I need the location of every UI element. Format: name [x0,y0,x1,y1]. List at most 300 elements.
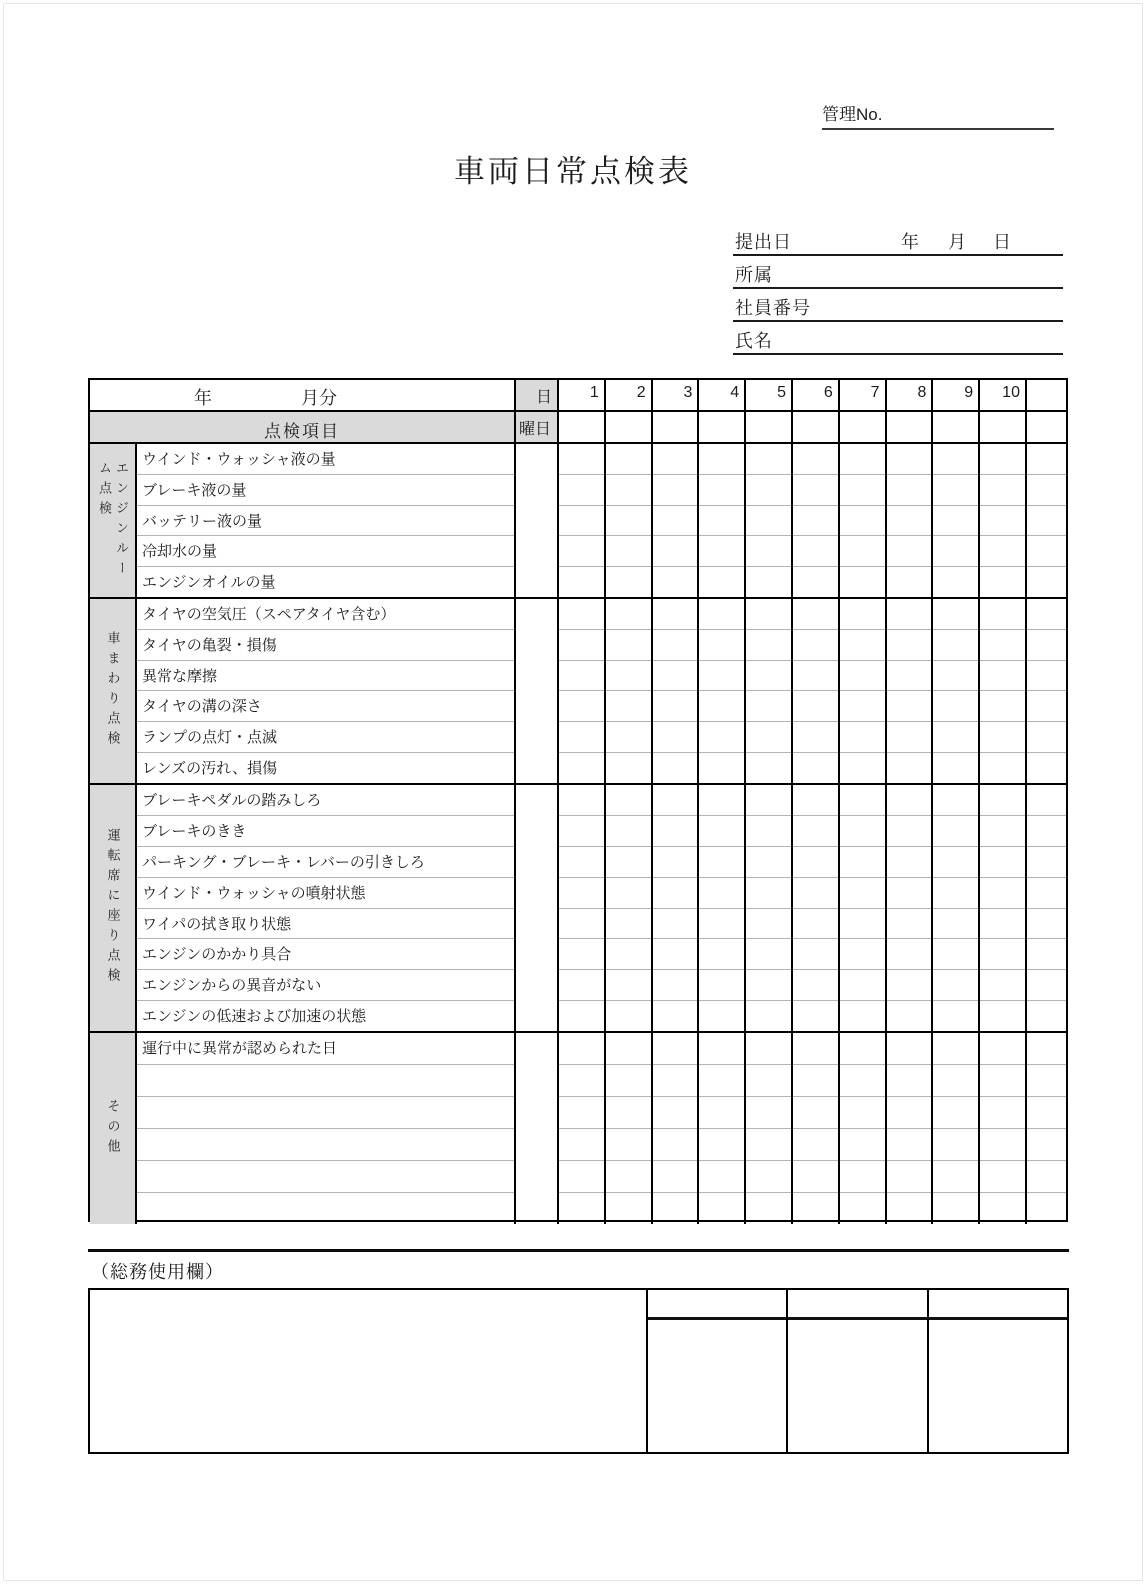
day-mark-cell[interactable] [606,1128,651,1160]
day-mark-cell[interactable] [980,1160,1025,1192]
day-mark-cell[interactable] [840,599,885,629]
day-mark-cell[interactable] [793,908,838,939]
weekday-entry-cell[interactable] [744,412,791,442]
day-mark-cell[interactable] [606,1160,651,1192]
weekday-mark-column[interactable] [514,785,557,1031]
admin-stamp-header-3[interactable] [929,1290,1067,1320]
day-mark-cell[interactable] [653,660,698,691]
day-mark-cell[interactable] [653,785,698,815]
day-mark-cell[interactable] [980,505,1025,536]
day-mark-cell[interactable] [746,1000,791,1031]
day-mark-cell[interactable] [699,660,744,691]
day-mark-cell[interactable] [793,1128,838,1160]
day-mark-cell[interactable] [606,535,651,566]
day-mark-cell[interactable] [793,1033,838,1064]
weekday-mark-column[interactable] [514,1033,557,1224]
day-mark-cell[interactable] [933,752,978,783]
day-mark-cell[interactable] [559,877,604,908]
day-mark-cell[interactable] [840,1033,885,1064]
day-mark-cell[interactable] [699,815,744,846]
day-mark-cell[interactable] [606,908,651,939]
day-mark-cell[interactable] [793,785,838,815]
day-mark-cell[interactable] [653,1160,698,1192]
extra-day-header-cell[interactable] [1025,380,1066,410]
day-mark-cell[interactable] [980,599,1025,629]
day-mark-cell[interactable] [887,1128,932,1160]
day-mark-cell[interactable] [746,599,791,629]
day-mark-cell[interactable] [559,1000,604,1031]
day-mark-cell[interactable] [559,846,604,877]
admin-memo-area[interactable] [90,1290,646,1452]
day-mark-cell[interactable] [559,474,604,505]
day-mark-cell[interactable] [840,1128,885,1160]
day-mark-cell[interactable] [840,908,885,939]
day-mark-cell[interactable] [840,1064,885,1096]
day-mark-cell[interactable] [887,660,932,691]
day-mark-cell[interactable] [933,599,978,629]
day-mark-cell[interactable] [559,690,604,721]
day-mark-cell[interactable] [699,1000,744,1031]
day-mark-cell[interactable] [980,721,1025,752]
day-mark-cell[interactable] [933,566,978,597]
day-mark-cell[interactable] [840,444,885,474]
day-mark-cell[interactable] [606,721,651,752]
day-mark-cell[interactable] [933,1033,978,1064]
day-mark-cell[interactable] [980,846,1025,877]
day-mark-cell[interactable] [887,1033,932,1064]
day-mark-cell[interactable] [1027,1064,1066,1096]
day-mark-cell[interactable] [980,908,1025,939]
day-mark-cell[interactable] [699,1192,744,1224]
day-mark-cell[interactable] [933,846,978,877]
day-mark-cell[interactable] [840,815,885,846]
day-mark-cell[interactable] [887,1192,932,1224]
day-mark-cell[interactable] [980,877,1025,908]
day-mark-cell[interactable] [746,815,791,846]
day-mark-cell[interactable] [1027,721,1066,752]
day-mark-cell[interactable] [933,1096,978,1128]
day-mark-cell[interactable] [980,566,1025,597]
day-mark-cell[interactable] [653,474,698,505]
day-mark-cell[interactable] [746,846,791,877]
day-mark-cell[interactable] [887,969,932,1000]
day-mark-cell[interactable] [559,815,604,846]
day-mark-cell[interactable] [699,877,744,908]
day-mark-cell[interactable] [653,815,698,846]
day-mark-cell[interactable] [793,752,838,783]
day-mark-cell[interactable] [606,1000,651,1031]
day-mark-cell[interactable] [653,1192,698,1224]
day-mark-cell[interactable] [840,752,885,783]
day-mark-cell[interactable] [653,846,698,877]
day-mark-cell[interactable] [1027,752,1066,783]
day-mark-cell[interactable] [887,1064,932,1096]
day-mark-cell[interactable] [606,846,651,877]
day-mark-cell[interactable] [606,938,651,969]
day-mark-cell[interactable] [793,969,838,1000]
weekday-entry-cell[interactable] [697,412,744,442]
day-mark-cell[interactable] [1027,690,1066,721]
day-mark-cell[interactable] [840,721,885,752]
day-mark-cell[interactable] [980,1192,1025,1224]
day-mark-cell[interactable] [793,1096,838,1128]
day-mark-cell[interactable] [933,690,978,721]
day-mark-cell[interactable] [793,690,838,721]
weekday-entry-cell[interactable] [931,412,978,442]
day-mark-cell[interactable] [699,908,744,939]
day-mark-cell[interactable] [793,505,838,536]
day-mark-cell[interactable] [653,690,698,721]
day-mark-cell[interactable] [746,1033,791,1064]
day-mark-cell[interactable] [887,474,932,505]
day-mark-cell[interactable] [606,505,651,536]
day-mark-cell[interactable] [699,1128,744,1160]
day-mark-cell[interactable] [887,505,932,536]
day-mark-cell[interactable] [653,629,698,660]
employee-number-field[interactable] [733,289,1063,322]
extra-weekday-cell[interactable] [1025,412,1066,442]
weekday-entry-cell[interactable] [604,412,651,442]
day-mark-cell[interactable] [606,629,651,660]
day-mark-cell[interactable] [699,690,744,721]
day-mark-cell[interactable] [699,629,744,660]
day-mark-cell[interactable] [933,660,978,691]
day-mark-cell[interactable] [840,969,885,1000]
day-mark-cell[interactable] [606,474,651,505]
day-mark-cell[interactable] [653,877,698,908]
day-mark-cell[interactable] [933,1192,978,1224]
day-mark-cell[interactable] [793,1160,838,1192]
day-mark-cell[interactable] [1027,938,1066,969]
day-mark-cell[interactable] [1027,908,1066,939]
day-mark-cell[interactable] [606,1096,651,1128]
day-mark-cell[interactable] [606,785,651,815]
day-mark-cell[interactable] [653,1128,698,1160]
day-mark-cell[interactable] [980,1000,1025,1031]
day-mark-cell[interactable] [933,785,978,815]
day-mark-cell[interactable] [887,785,932,815]
day-mark-cell[interactable] [653,1000,698,1031]
day-mark-cell[interactable] [840,629,885,660]
day-mark-cell[interactable] [559,1128,604,1160]
day-mark-cell[interactable] [933,629,978,660]
day-mark-cell[interactable] [746,690,791,721]
weekday-entry-cell[interactable] [791,412,838,442]
day-mark-cell[interactable] [746,1192,791,1224]
day-mark-cell[interactable] [606,1192,651,1224]
day-mark-cell[interactable] [793,474,838,505]
day-mark-cell[interactable] [980,629,1025,660]
day-mark-cell[interactable] [559,444,604,474]
day-mark-cell[interactable] [887,690,932,721]
day-mark-cell[interactable] [653,938,698,969]
day-mark-cell[interactable] [746,938,791,969]
day-mark-cell[interactable] [793,599,838,629]
department-field[interactable] [733,256,1063,289]
day-mark-cell[interactable] [559,1033,604,1064]
day-mark-cell[interactable] [980,752,1025,783]
weekday-entry-cell[interactable] [978,412,1025,442]
day-mark-cell[interactable] [559,660,604,691]
day-mark-cell[interactable] [1027,969,1066,1000]
day-mark-cell[interactable] [606,815,651,846]
day-mark-cell[interactable] [559,969,604,1000]
day-mark-cell[interactable] [840,566,885,597]
day-mark-cell[interactable] [980,690,1025,721]
day-mark-cell[interactable] [933,1000,978,1031]
day-mark-cell[interactable] [980,969,1025,1000]
day-mark-cell[interactable] [933,815,978,846]
day-mark-cell[interactable] [699,846,744,877]
day-mark-cell[interactable] [980,1064,1025,1096]
day-mark-cell[interactable] [606,969,651,1000]
day-mark-cell[interactable] [887,846,932,877]
day-mark-cell[interactable] [887,815,932,846]
day-mark-cell[interactable] [559,599,604,629]
day-mark-cell[interactable] [933,938,978,969]
admin-stamp-header-2[interactable] [788,1290,926,1320]
day-mark-cell[interactable] [699,1064,744,1096]
weekday-entry-cell[interactable] [838,412,885,442]
day-mark-cell[interactable] [887,721,932,752]
day-mark-cell[interactable] [1027,505,1066,536]
day-mark-cell[interactable] [980,1033,1025,1064]
day-mark-cell[interactable] [699,1033,744,1064]
day-mark-cell[interactable] [793,535,838,566]
day-mark-cell[interactable] [1027,877,1066,908]
day-mark-cell[interactable] [887,1000,932,1031]
day-mark-cell[interactable] [793,815,838,846]
day-mark-cell[interactable] [1027,599,1066,629]
year-month-cell[interactable] [90,380,514,410]
day-mark-cell[interactable] [887,444,932,474]
day-mark-cell[interactable] [887,535,932,566]
day-mark-cell[interactable] [1027,1000,1066,1031]
day-mark-cell[interactable] [980,785,1025,815]
day-mark-cell[interactable] [746,1128,791,1160]
day-mark-cell[interactable] [653,908,698,939]
day-mark-cell[interactable] [980,1096,1025,1128]
day-mark-cell[interactable] [653,1033,698,1064]
day-mark-cell[interactable] [840,535,885,566]
day-mark-cell[interactable] [559,566,604,597]
day-mark-cell[interactable] [606,1033,651,1064]
day-mark-cell[interactable] [793,566,838,597]
day-mark-cell[interactable] [559,721,604,752]
day-mark-cell[interactable] [793,1192,838,1224]
day-mark-cell[interactable] [933,1128,978,1160]
day-mark-cell[interactable] [699,505,744,536]
day-mark-cell[interactable] [653,752,698,783]
day-mark-cell[interactable] [653,1064,698,1096]
day-mark-cell[interactable] [699,969,744,1000]
day-mark-cell[interactable] [699,444,744,474]
day-mark-cell[interactable] [793,1000,838,1031]
weekday-entry-cell[interactable] [885,412,932,442]
day-mark-cell[interactable] [887,752,932,783]
day-mark-cell[interactable] [887,1160,932,1192]
day-mark-cell[interactable] [840,938,885,969]
day-mark-cell[interactable] [559,1096,604,1128]
day-mark-cell[interactable] [1027,566,1066,597]
day-mark-cell[interactable] [793,938,838,969]
day-mark-cell[interactable] [793,660,838,691]
day-mark-cell[interactable] [1027,535,1066,566]
day-mark-cell[interactable] [606,599,651,629]
day-mark-cell[interactable] [746,969,791,1000]
day-mark-cell[interactable] [1027,1128,1066,1160]
day-mark-cell[interactable] [699,535,744,566]
day-mark-cell[interactable] [1027,1033,1066,1064]
day-mark-cell[interactable] [1027,1192,1066,1224]
day-mark-cell[interactable] [559,629,604,660]
day-mark-cell[interactable] [840,1096,885,1128]
day-mark-cell[interactable] [559,908,604,939]
day-mark-cell[interactable] [933,969,978,1000]
day-mark-cell[interactable] [980,474,1025,505]
day-mark-cell[interactable] [933,505,978,536]
day-mark-cell[interactable] [606,752,651,783]
day-mark-cell[interactable] [887,566,932,597]
day-mark-cell[interactable] [653,535,698,566]
day-mark-cell[interactable] [653,505,698,536]
day-mark-cell[interactable] [746,660,791,691]
day-mark-cell[interactable] [933,908,978,939]
day-mark-cell[interactable] [653,444,698,474]
day-mark-cell[interactable] [1027,1160,1066,1192]
day-mark-cell[interactable] [606,877,651,908]
day-mark-cell[interactable] [699,938,744,969]
day-mark-cell[interactable] [1027,846,1066,877]
submit-date-field[interactable] [733,223,1063,256]
day-mark-cell[interactable] [559,785,604,815]
day-mark-cell[interactable] [606,690,651,721]
day-mark-cell[interactable] [793,629,838,660]
day-mark-cell[interactable] [1027,444,1066,474]
day-mark-cell[interactable] [840,660,885,691]
day-mark-cell[interactable] [887,1096,932,1128]
day-mark-cell[interactable] [746,474,791,505]
day-mark-cell[interactable] [746,444,791,474]
day-mark-cell[interactable] [840,877,885,908]
day-mark-cell[interactable] [793,721,838,752]
day-mark-cell[interactable] [699,721,744,752]
day-mark-cell[interactable] [933,444,978,474]
day-mark-cell[interactable] [606,660,651,691]
day-mark-cell[interactable] [653,599,698,629]
day-mark-cell[interactable] [980,535,1025,566]
day-mark-cell[interactable] [840,846,885,877]
day-mark-cell[interactable] [1027,1096,1066,1128]
day-mark-cell[interactable] [1027,785,1066,815]
day-mark-cell[interactable] [559,505,604,536]
day-mark-cell[interactable] [699,785,744,815]
day-mark-cell[interactable] [559,752,604,783]
day-mark-cell[interactable] [793,877,838,908]
day-mark-cell[interactable] [559,1160,604,1192]
day-mark-cell[interactable] [887,877,932,908]
day-mark-cell[interactable] [746,1160,791,1192]
day-mark-cell[interactable] [1027,815,1066,846]
day-mark-cell[interactable] [793,444,838,474]
day-mark-cell[interactable] [793,846,838,877]
day-mark-cell[interactable] [746,877,791,908]
day-mark-cell[interactable] [653,1096,698,1128]
day-mark-cell[interactable] [746,505,791,536]
day-mark-cell[interactable] [746,721,791,752]
day-mark-cell[interactable] [1027,660,1066,691]
day-mark-cell[interactable] [840,474,885,505]
day-mark-cell[interactable] [1027,474,1066,505]
day-mark-cell[interactable] [840,1160,885,1192]
day-mark-cell[interactable] [980,660,1025,691]
admin-stamp-body-2[interactable] [788,1320,926,1452]
control-no-field[interactable] [822,100,1054,130]
day-mark-cell[interactable] [606,1064,651,1096]
admin-stamp-body-1[interactable] [648,1320,786,1452]
day-mark-cell[interactable] [746,629,791,660]
day-mark-cell[interactable] [887,599,932,629]
day-mark-cell[interactable] [840,505,885,536]
day-mark-cell[interactable] [699,474,744,505]
weekday-mark-column[interactable] [514,599,557,783]
weekday-entry-cell[interactable] [557,412,604,442]
day-mark-cell[interactable] [793,1064,838,1096]
day-mark-cell[interactable] [887,908,932,939]
day-mark-cell[interactable] [746,1096,791,1128]
day-mark-cell[interactable] [559,938,604,969]
weekday-mark-column[interactable] [514,444,557,597]
day-mark-cell[interactable] [746,752,791,783]
day-mark-cell[interactable] [980,815,1025,846]
day-mark-cell[interactable] [980,1128,1025,1160]
name-field[interactable] [733,322,1063,355]
day-mark-cell[interactable] [699,1096,744,1128]
day-mark-cell[interactable] [653,969,698,1000]
day-mark-cell[interactable] [840,690,885,721]
day-mark-cell[interactable] [887,629,932,660]
day-mark-cell[interactable] [887,938,932,969]
day-mark-cell[interactable] [559,535,604,566]
day-mark-cell[interactable] [1027,629,1066,660]
day-mark-cell[interactable] [606,444,651,474]
day-mark-cell[interactable] [746,785,791,815]
day-mark-cell[interactable] [933,721,978,752]
day-mark-cell[interactable] [980,938,1025,969]
day-mark-cell[interactable] [699,599,744,629]
day-mark-cell[interactable] [933,877,978,908]
day-mark-cell[interactable] [840,1000,885,1031]
day-mark-cell[interactable] [559,1192,604,1224]
day-mark-cell[interactable] [840,785,885,815]
day-mark-cell[interactable] [746,566,791,597]
day-mark-cell[interactable] [980,444,1025,474]
day-mark-cell[interactable] [699,752,744,783]
day-mark-cell[interactable] [933,535,978,566]
day-mark-cell[interactable] [699,1160,744,1192]
day-mark-cell[interactable] [653,566,698,597]
day-mark-cell[interactable] [699,566,744,597]
day-mark-cell[interactable] [933,1160,978,1192]
day-mark-cell[interactable] [559,1064,604,1096]
day-mark-cell[interactable] [606,566,651,597]
day-mark-cell[interactable] [653,721,698,752]
weekday-entry-cell[interactable] [651,412,698,442]
day-mark-cell[interactable] [746,535,791,566]
admin-stamp-header-1[interactable] [648,1290,786,1320]
admin-stamp-body-3[interactable] [929,1320,1067,1452]
day-mark-cell[interactable] [933,1064,978,1096]
